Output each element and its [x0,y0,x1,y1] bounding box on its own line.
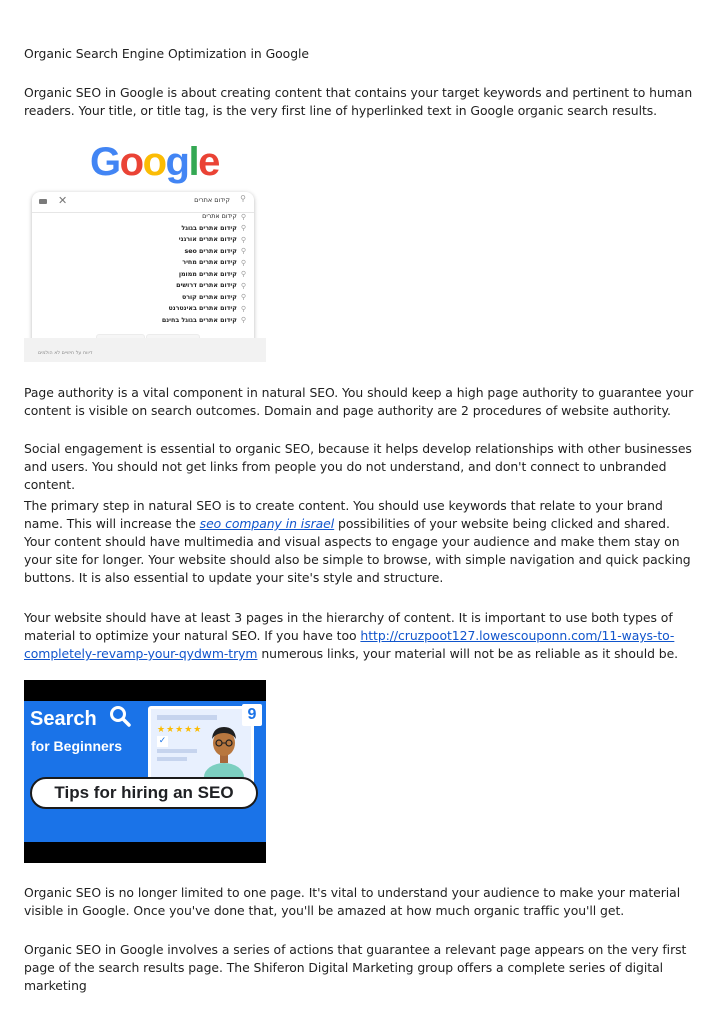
logo-letter: e [198,140,219,184]
suggestion-text: קידום אתרים בגוגל [181,224,237,232]
rating-stars: ★★★★★ [157,725,203,735]
search-icon: ⚲ [240,304,246,313]
paragraph-5 [24,609,700,663]
suggestion-item [182,292,246,304]
search-query: קידום אתרים [194,196,230,204]
suggestion-text: קידום אתרים באינטרנט [168,305,237,313]
suggestion-text: קידום אתרים קורס [181,293,237,301]
checkbox-icon: ✓ [158,736,167,746]
suggestion-text: קידום אתרים ממומן [178,270,237,278]
suggestion-item [179,234,246,246]
suggestion-item [184,246,246,258]
thumbnail-title: Search [30,708,97,730]
suggestion-text: קידום אתרים דרושים [176,282,237,290]
paragraph-4-text-start: The primary step in natural SEO is to create content. You should use keywords that relate to your brand name. This will increase the [24,498,663,531]
search-icon: ⚲ [240,194,246,203]
cruzpoot-link[interactable]: http://cruzpoot127.lowescouponn.com/11-ways-to-completely-revamp-your-qydwm-trym [24,628,675,661]
paragraph-4 [24,497,700,587]
search-bar [32,192,254,213]
suggestion-item [179,269,246,281]
browser-bar [157,715,217,720]
suggestion-text: קידום אתרים seo [184,247,237,255]
keyboard-icon [39,199,47,204]
logo-letter: l [188,140,199,184]
paragraph-4-text-end: possibilities of your website being clicked and shared. Your content should have multimedia and visual aspects to engage your audience and make them stay on your site for longer. Your website should also be simple to browse, with simple navigation and quick packing buttons. It is also essential to update your site's style and structure. [24,516,691,585]
logo-letter: o [119,140,143,184]
search-suggestion-box [32,192,254,358]
close-icon: ✕ [58,194,68,207]
thumbnail-subtitle: for Beginners [31,738,123,754]
paragraph-1: Organic SEO in Google is about creating content that contains your target keywords and pertinent to human readers. Your title, or title tag, is the very first line of hyperlinked text in Google organic search results. [24,85,693,118]
suggestion-text: קידום אתרים אורגני [178,236,237,244]
paragraph-2: Page authority is a vital component in natural SEO. You should keep a high page authority to guarantee your content is visible on search outcomes. Domain and page authority are 2 procedures of website authority. [24,385,694,418]
search-icon: ⚲ [240,235,246,244]
suggestion-text: קידום אתרים מחיר [182,259,237,267]
suggestion-item [202,211,246,223]
paragraph-3: Social engagement is essential to organic SEO, because it helps develop relationships with other businesses and users. You should not get links from people you do not understand, and don't connect to unbranded content. [24,441,692,492]
suggestion-item [176,280,246,292]
search-icon: ⚲ [240,316,246,325]
google-logo [90,140,219,185]
suggestion-item [168,303,246,315]
logo-letter: G [90,140,120,184]
search-icon: ⚲ [240,212,246,221]
suggestion-text: קידום אתרים [202,213,237,221]
suggestion-item [181,223,246,235]
paragraph-5-text-end: numerous links, your material will not be as reliable as it should be. [257,646,679,661]
tips-pill: Tips for hiring an SEO [30,777,258,809]
paragraph-7: Organic SEO in Google involves a series of actions that guarantee a relevant page appears on the very first page of the search results page. The Shiferon Digital Marketing group offers a complete series of digital marketing [24,942,687,993]
search-icon: ⚲ [240,270,246,279]
thumbnail-background [24,701,266,842]
search-icon: ⚲ [240,247,246,256]
report-note: דיווח על חיזויים לא הולמים [38,351,93,356]
suggestion-item [162,315,246,327]
bottom-strip [24,338,266,362]
search-icon: ⚲ [240,293,246,302]
suggestion-item [182,257,246,269]
google-search-screenshot [24,136,266,362]
logo-letter: g [165,140,189,184]
search-icon: ⚲ [240,224,246,233]
video-thumbnail[interactable] [24,680,266,863]
episode-badge: 9 [242,704,262,726]
suggestion-text: קידום אתרים בגוגל בחינם [161,316,237,324]
search-icon: ⚲ [240,281,246,290]
search-icon [108,704,132,728]
browser-bar [157,749,197,753]
person-illustration [202,723,246,781]
paragraph-6: Organic SEO is no longer limited to one page. It's vital to understand your audience to make your material visible in Google. Once you've done that, you'll be amazed at how much organic traffic you'll get. [24,885,681,918]
browser-bar [157,757,187,761]
paragraph-5-text-start: Your website should have at least 3 pages in the hierarchy of content. It is important to use both types of material to optimize your natural SEO. If you have too [24,610,673,643]
logo-letter: o [142,140,166,184]
seo-company-link[interactable]: seo company in israel [199,516,335,531]
page-title: Organic Search Engine Optimization in Google [24,46,309,61]
search-icon: ⚲ [240,258,246,267]
